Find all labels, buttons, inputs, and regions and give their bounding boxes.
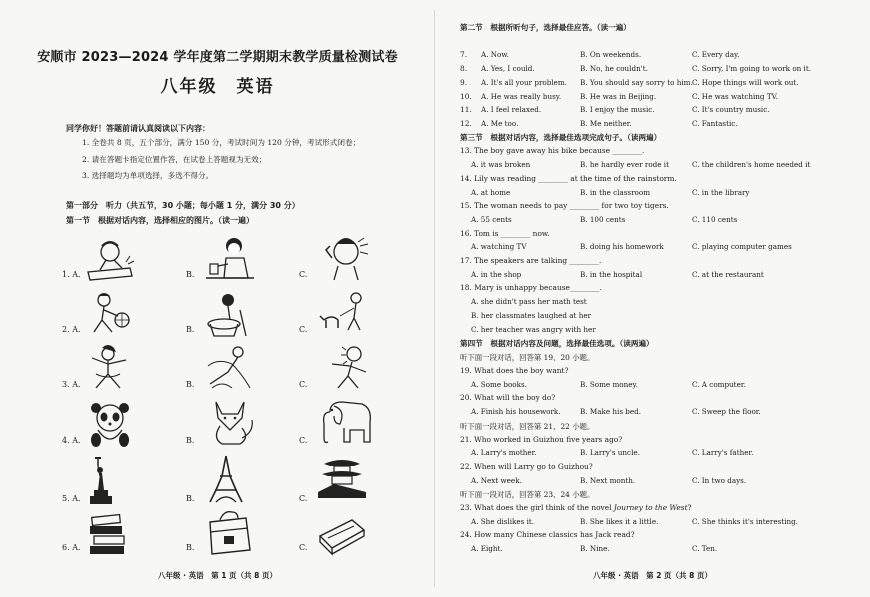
- option-a: A. she didn't pass her math test: [471, 297, 587, 306]
- dialogue-instruction: 听下面一段对话，回答第 23、24 小题。: [460, 490, 595, 499]
- question-number: 3. A.: [62, 380, 81, 389]
- section-one-title: 第一节 根据对话内容，选择相应的图片。（读一遍）: [66, 216, 254, 225]
- option-c: C. Ten.: [692, 544, 718, 553]
- panda-icon: [82, 400, 138, 450]
- lion-dancer-icon: [318, 344, 374, 394]
- option-a: A. Finish his housework.: [471, 407, 561, 416]
- option-c: C. Hope things will work out.: [692, 78, 799, 87]
- section-three-title: 第三节 根据对话内容，选择最佳选项完成句子。（读两遍）: [460, 133, 662, 142]
- option-b: B. I enjoy the music.: [580, 105, 655, 114]
- question-number: 2. A.: [62, 325, 81, 334]
- part-one-title: 第一部分 听力（共五节，30 小题；每小题 1 分，满分 30 分）: [66, 201, 300, 210]
- notice-title: 同学你好！答题前请认真阅读以下内容：: [66, 124, 210, 133]
- exam-subtitle: 八年级 英语: [160, 77, 275, 97]
- flying-figure-icon: [202, 344, 258, 394]
- option-c: C. in the library: [692, 188, 750, 197]
- dancer-icon: [82, 344, 138, 394]
- option-c: C. her teacher was angry with her: [471, 325, 596, 334]
- section-four-title: 第四节 根据对话内容及问题，选择最佳选项。（读两遍）: [460, 339, 654, 348]
- option-a: A. it was broken: [471, 160, 531, 169]
- option-c: C. Sweep the floor.: [692, 407, 761, 416]
- option-c: C. at the restaurant: [692, 270, 764, 279]
- option-c: C. 110 cents: [692, 215, 738, 224]
- option-a: A. Eight.: [471, 544, 503, 553]
- question-stem: 23. What does the girl think of the novel Journey to the West?: [460, 503, 692, 512]
- novel-title: Journey to the West: [613, 503, 688, 512]
- option-label: C.: [299, 380, 308, 389]
- question-stem: 17. The speakers are talking ________.: [460, 256, 602, 265]
- option-b: B. No, he couldn't.: [580, 64, 648, 73]
- option-b: B. Larry's uncle.: [580, 448, 640, 457]
- option-b: B. She likes it a little.: [580, 517, 659, 526]
- option-c: C. It's country music.: [692, 105, 770, 114]
- option-b: B. Me neither.: [580, 119, 632, 128]
- option-label: C.: [299, 543, 308, 552]
- question-stem: 22. When will Larry go to Guizhou?: [460, 462, 593, 471]
- option-label: B.: [186, 543, 195, 552]
- question-number: 1. A.: [62, 270, 81, 279]
- section-two-title: 第二节 根据所听句子，选择最佳应答。（读一遍）: [460, 23, 631, 32]
- option-c: C. Every day.: [692, 50, 740, 59]
- option-a: A. She dislikes it.: [471, 517, 535, 526]
- notice-item: 1. 全卷共 8 页，五个部分，满分 150 分，考试时间为 120 分钟，考试形式闭卷；: [82, 138, 361, 147]
- question-number: 11.: [460, 105, 472, 114]
- eiffel-tower-icon: [198, 454, 254, 504]
- option-c: C. A computer.: [692, 380, 746, 389]
- option-label: C.: [299, 494, 308, 503]
- option-b: B. in the classroom: [580, 188, 651, 197]
- option-b: B. Nine.: [580, 544, 610, 553]
- option-label: B.: [186, 380, 195, 389]
- option-c: C. Sorry, I'm going to work on it.: [692, 64, 812, 73]
- question-stem: 15. The woman needs to pay ________ for two toy tigers.: [460, 201, 669, 210]
- option-c: C. Fantastic.: [692, 119, 738, 128]
- boy-phone-icon: [318, 232, 374, 282]
- option-b: B. You should say sorry to him.: [580, 78, 693, 87]
- page-footer: 八年级 · 英语 第 2 页（共 8 页）: [593, 571, 712, 580]
- boy-basketball-icon: [82, 290, 138, 340]
- statue-of-liberty-icon: [78, 456, 134, 506]
- question-stem: 20. What will the boy do?: [460, 393, 556, 402]
- option-c: C. She thinks it's interesting.: [692, 517, 798, 526]
- option-c: C. Larry's father.: [692, 448, 754, 457]
- question-number: 5. A.: [62, 494, 81, 503]
- option-b: B. he hardly ever rode it: [580, 160, 669, 169]
- question-number: 9.: [460, 78, 468, 87]
- elephant-icon: [316, 398, 376, 448]
- question-stem: 14. Lily was reading ________ at the time of the rainstorm.: [460, 174, 677, 183]
- option-b: B. Next month.: [580, 476, 636, 485]
- pencil-box-icon: [314, 510, 370, 560]
- question-number: 10.: [460, 92, 472, 101]
- option-b: B. He was in Beijing.: [580, 92, 657, 101]
- exam-page-2: [435, 0, 870, 597]
- option-b: B. Some money.: [580, 380, 638, 389]
- question-number: 4. A.: [62, 436, 81, 445]
- notice-item: 3. 选择题均为单项选择，多选不得分。: [82, 171, 214, 180]
- book-stack-icon: [82, 510, 138, 560]
- page-footer: 八年级 · 英语 第 1 页（共 8 页）: [158, 571, 277, 580]
- dialogue-instruction: 听下面一段对话，回答第 21、22 小题。: [460, 422, 595, 431]
- dialogue-instruction: 听下面一段对话，回答第 19、20 小题。: [460, 353, 595, 362]
- option-a: A. watching TV: [471, 242, 527, 251]
- option-c: C. He was watching TV.: [692, 92, 778, 101]
- option-label: B.: [186, 325, 195, 334]
- option-a: A. I feel relaxed.: [481, 105, 542, 114]
- fox-icon: [202, 398, 258, 448]
- question-number: 8.: [460, 64, 468, 73]
- option-a: A. Yes, I could.: [481, 64, 535, 73]
- option-b: B. On weekends.: [580, 50, 642, 59]
- question-stem: 13. The boy gave away his bike because ________.: [460, 146, 645, 155]
- option-b: B. Make his bed.: [580, 407, 642, 416]
- option-b: B. her classmates laughed at her: [471, 311, 592, 320]
- option-a: A. at home: [471, 188, 511, 197]
- option-a: A. in the shop: [471, 270, 522, 279]
- exam-title: 安顺市 2023—2024 学年度第二学期期末教学质量检测试卷: [37, 50, 398, 65]
- question-stem: 21. Who worked in Guizhou five years ago?: [460, 435, 623, 444]
- question-stem: 16. Tom is ________ now.: [460, 229, 550, 238]
- option-label: B.: [186, 494, 195, 503]
- option-b: B. doing his homework: [580, 242, 664, 251]
- option-a: A. 55 cents: [471, 215, 512, 224]
- option-a: A. Me too.: [481, 119, 519, 128]
- option-c: C. playing computer games: [692, 242, 792, 251]
- option-c: C. In two days.: [692, 476, 747, 485]
- option-a: A. It's all your problem.: [481, 78, 567, 87]
- question-number: 7.: [460, 50, 468, 59]
- sick-in-bed-icon: [82, 234, 138, 284]
- option-label: B.: [186, 270, 195, 279]
- option-a: A. He was really busy.: [481, 92, 562, 101]
- pagoda-icon: [314, 454, 370, 504]
- option-a: A. Some books.: [471, 380, 527, 389]
- question-stem: 24. How many Chinese classics has Jack read?: [460, 530, 635, 539]
- option-label: C.: [299, 325, 308, 334]
- notice-item: 2. 请在答题卡指定位置作答，在试卷上答题视为无效；: [82, 155, 267, 164]
- option-a: A. Next week.: [471, 476, 522, 485]
- question-number: 6. A.: [62, 543, 81, 552]
- option-c: C. the children's home needed it: [692, 160, 811, 169]
- boy-washing-icon: [202, 290, 258, 340]
- question-stem: 19. What does the boy want?: [460, 366, 569, 375]
- option-label: C.: [299, 270, 308, 279]
- boy-drinking-icon: [202, 234, 258, 284]
- question-stem: 18. Mary is unhappy because________.: [460, 283, 602, 292]
- option-a: A. Now.: [481, 50, 509, 59]
- option-label: C.: [299, 436, 308, 445]
- option-label: B.: [186, 436, 195, 445]
- option-b: B. 100 cents: [580, 215, 626, 224]
- question-number: 12.: [460, 119, 472, 128]
- school-bag-icon: [202, 508, 258, 558]
- option-a: A. Larry's mother.: [471, 448, 537, 457]
- option-b: B. in the hospital: [580, 270, 643, 279]
- boy-walking-dog-icon: [318, 290, 374, 340]
